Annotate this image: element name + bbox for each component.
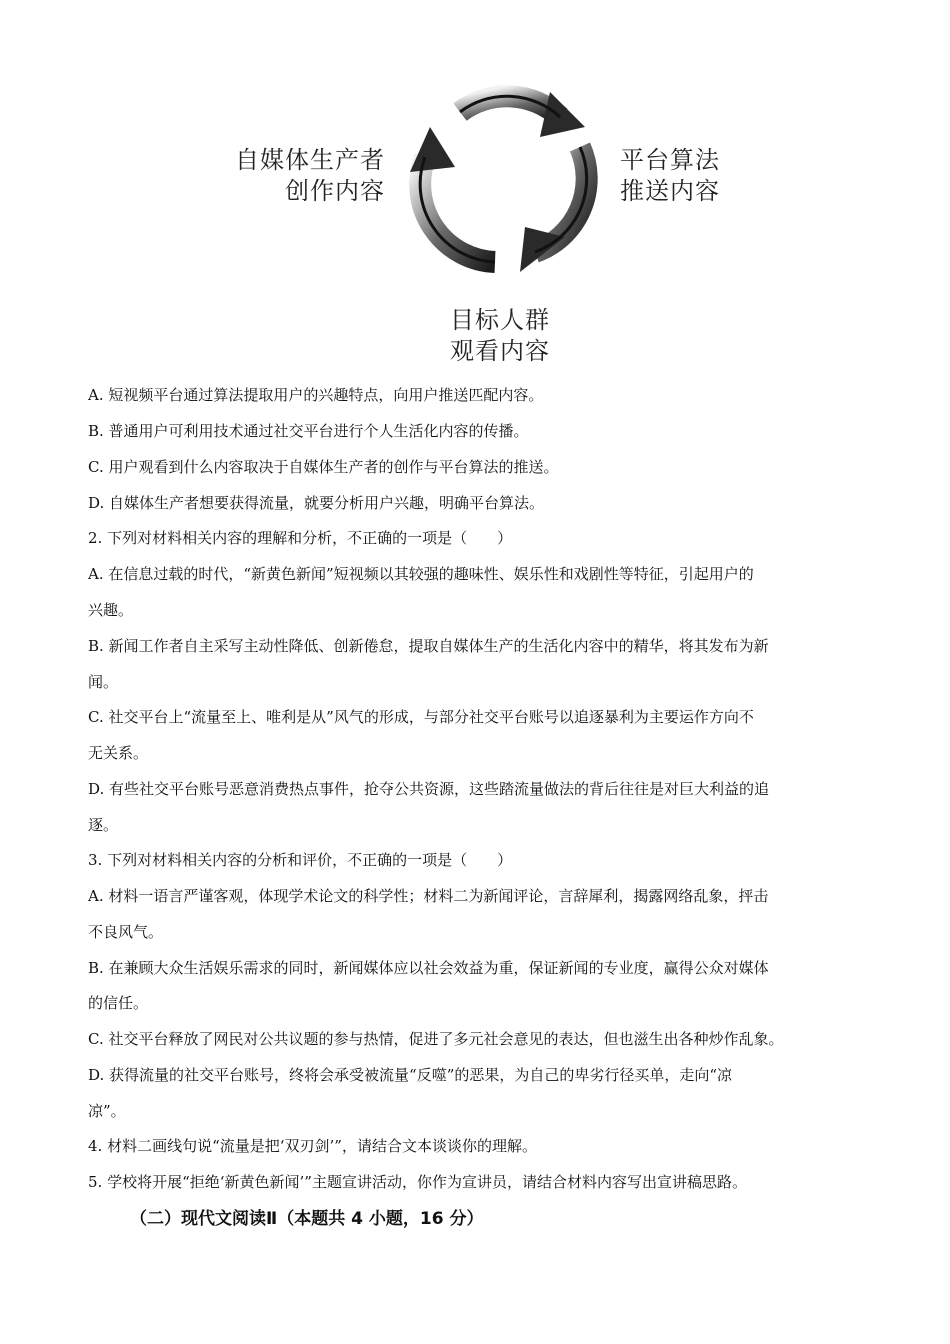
section-heading: （二）现代文阅读Ⅱ（本题共 4 小题，16 分） [130, 1209, 484, 1229]
diagram-label-audience: 目标人群 观看内容 [450, 306, 550, 365]
q3-option-d-cont: 凉”。 [88, 1102, 126, 1120]
q5-stem: 5. 学校将开展“拒绝‘新黄色新闻’”主题宣讲活动，你作为宣讲员，请结合材料内容写出宣讲稿思路。 [88, 1173, 747, 1191]
q2-option-d: D. 有些社交平台账号恶意消费热点事件，抢夺公共资源，这些踏流量做法的背后往往是对巨大利益的追 [88, 780, 770, 798]
q1-option-c: C. 用户观看到什么内容取决于自媒体生产者的创作与平台算法的推送。 [88, 458, 559, 476]
q1-option-b: B. 普通用户可利用技术通过社交平台进行个人生活化内容的传播。 [88, 422, 529, 440]
q2-stem: 2. 下列对材料相关内容的理解和分析，不正确的一项是（ ） [88, 529, 513, 547]
cycle-arrows-icon [400, 72, 610, 287]
q3-option-a: A. 材料一语言严谨客观，体现学术论文的科学性；材料二为新闻评论，言辞犀利，揭露网络乱象，抨击 [88, 887, 769, 905]
q2-option-b-cont: 闻。 [88, 673, 119, 691]
q3-option-a-cont: 不良风气。 [88, 923, 164, 941]
q1-option-a: A. 短视频平台通过算法提取用户的兴趣特点，向用户推送匹配内容。 [88, 386, 544, 404]
q3-option-d: D. 获得流量的社交平台账号，终将会承受被流量“反噬”的恶果，为自己的卑劣行径买单，走向“凉 [88, 1066, 733, 1084]
diagram-label-producer: 自媒体生产者 创作内容 [235, 146, 385, 205]
q3-option-c: C. 社交平台释放了网民对公共议题的参与热情，促进了多元社会意见的表达，但也滋生出各种炒作乱象。 [88, 1030, 784, 1048]
q2-option-a: A. 在信息过载的时代，“新黄色新闻”短视频以其较强的趣味性、娱乐性和戏剧性等特征，引起用户的 [88, 565, 754, 583]
q2-option-c: C. 社交平台上“流量至上、唯利是从”风气的形成，与部分社交平台账号以追逐暴利为主要运作方向不 [88, 708, 754, 726]
diagram-label-algorithm: 平台算法 推送内容 [620, 146, 720, 205]
q3-option-b: B. 在兼顾大众生活娱乐需求的同时，新闻媒体应以社会效益为重，保证新闻的专业度，赢得公众对媒体 [88, 959, 769, 977]
q2-option-a-cont: 兴趣。 [88, 601, 134, 619]
q2-option-b: B. 新闻工作者自主采写主动性降低、创新倦怠，提取自媒体生产的生活化内容中的精华，将其发布为新 [88, 637, 769, 655]
q2-option-c-cont: 无关系。 [88, 744, 149, 762]
q3-option-b-cont: 的信任。 [88, 994, 149, 1012]
q2-option-d-cont: 逐。 [88, 816, 119, 834]
q4-stem: 4. 材料二画线句说“流量是把‘双刃剑’”，请结合文本谈谈你的理解。 [88, 1137, 537, 1155]
q3-stem: 3. 下列对材料相关内容的分析和评价，不正确的一项是（ ） [88, 851, 513, 869]
cycle-diagram [200, 60, 760, 380]
q1-option-d: D. 自媒体生产者想要获得流量，就要分析用户兴趣，明确平台算法。 [88, 494, 545, 512]
